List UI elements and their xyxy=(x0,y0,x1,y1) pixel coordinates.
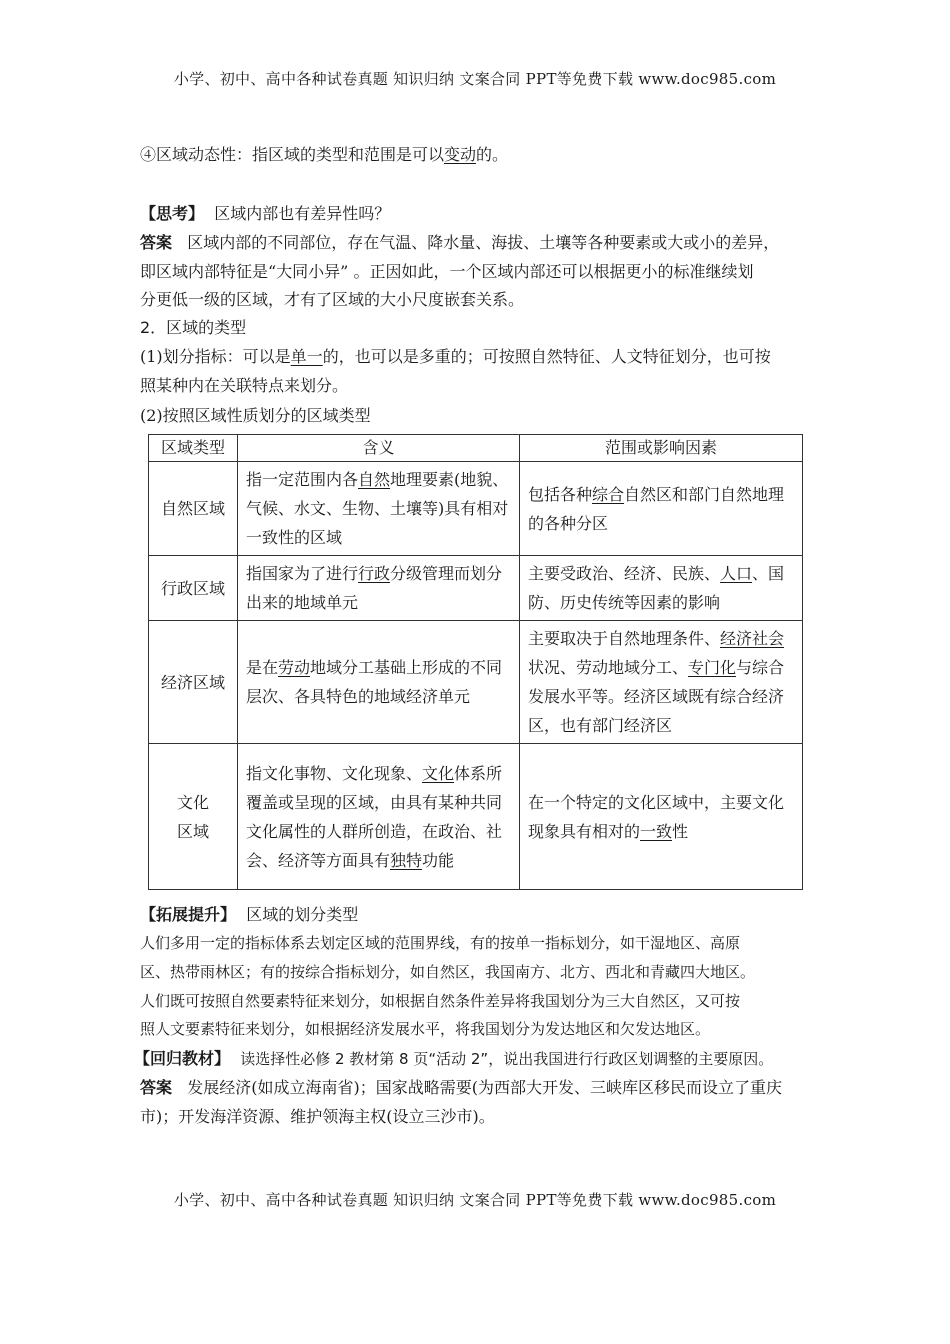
table-row xyxy=(149,556,803,621)
section-p1-line-2: 照某种内在关联特点来划分。 xyxy=(140,376,349,395)
row-type: 经济区域 xyxy=(149,621,238,744)
back-label: 【回归教材】 xyxy=(134,1049,231,1068)
extend-label: 【拓展提升】 xyxy=(140,905,237,924)
answer-text: 区域内部的不同部位，存在气温、降水量、海拔、土壤等各种要素或大或小的差异， xyxy=(187,233,780,252)
think-question xyxy=(140,199,820,228)
page-header: 小学、初中、高中各种试卷真题 知识归纳 文案合同 PPT等免费下载 www.doc985.com xyxy=(173,70,777,88)
table-row xyxy=(149,621,803,744)
meaning-text-end: 分级管理而划分出来的地域单元 xyxy=(246,564,503,612)
think-answer-line-2: 即区域内部特征是“大同小异” 。正因如此，一个区域内部还可以根据更小的标准继续划 xyxy=(140,262,754,281)
scope-text-mid: 状况、劳动地域分工、 xyxy=(528,658,689,677)
blank-answer: 文化 xyxy=(422,763,455,783)
page-footer: 小学、初中、高中各种试卷真题 知识归纳 文案合同 PPT等免费下载 www.doc985.com xyxy=(173,1191,777,1209)
back-answer-line-2: 市)；开发海洋资源、维护领海主权(设立三沙市)。 xyxy=(140,1107,495,1126)
back-text: 读选择性必修 2 教材第 8 页“活动 2”，说出我国进行行政区划调整的主要原因。 xyxy=(240,1050,774,1068)
answer-label: 答案 xyxy=(140,1078,173,1097)
section-p2: (2)按照区域性质划分的区域类型 xyxy=(140,406,371,425)
think-label: 【思考】 xyxy=(140,204,205,223)
row-type: 自然区域 xyxy=(149,462,238,556)
row-scope xyxy=(520,744,803,890)
answer-label: 答案 xyxy=(140,233,173,252)
meaning-text-mid: 体系所覆盖或呈现的区域，由具有某种共同文化属性的人群所创造，在政治、社会、经济等方面具有 xyxy=(246,763,503,870)
table-row xyxy=(149,462,803,556)
scope-text-end: 、国防、历史传统等因素的影响 xyxy=(528,564,785,612)
scope-text: 包括各种 xyxy=(528,484,593,504)
p1-text: (1)划分指标：可以是 xyxy=(140,347,291,366)
row-type xyxy=(149,744,238,890)
row-meaning xyxy=(238,556,520,621)
item-dynamic xyxy=(140,140,820,169)
section-p1-line-1 xyxy=(140,342,820,371)
blank-answer: 劳动 xyxy=(278,658,311,677)
scope-text: 在一个特定的文化区域中，主要文化现象具有相对的 xyxy=(528,792,785,841)
meaning-text-end: 地域分工基础上形成的不同层次、各具特色的地域经济单元 xyxy=(246,658,503,706)
blank-answer: 变动 xyxy=(444,145,477,164)
header-scope: 范围或影响因素 xyxy=(520,435,803,462)
extend-line-3: 人们既可按照自然要素特征来划分，如根据自然条件差异将我国划分为三大自然区，又可按 xyxy=(140,992,741,1010)
meaning-text: 是在 xyxy=(246,658,279,677)
blank-answer: 经济社会 xyxy=(720,629,785,648)
think-answer-line-1 xyxy=(140,228,820,257)
think-answer-line-3: 分更低一级的区域，才有了区域的大小尺度嵌套关系。 xyxy=(140,290,525,309)
table-header-row xyxy=(149,435,803,462)
row-scope xyxy=(520,621,803,744)
blank-answer: 自然 xyxy=(358,470,391,489)
extend-line-4: 照人文要素特征来划分，如根据经济发展水平，将我国划分为发达地区和欠发达地区。 xyxy=(140,1020,711,1038)
scope-text-end: 自然区和部门自然地理的各种分区 xyxy=(528,484,785,533)
extend-heading xyxy=(140,900,820,929)
row-type-line-2: 区域 xyxy=(176,821,209,841)
meaning-text: 指国家为了进行 xyxy=(246,564,359,583)
blank-answer: 人口 xyxy=(720,564,753,583)
meaning-text: 指文化事物、文化现象、 xyxy=(246,763,423,783)
row-scope xyxy=(520,462,803,556)
blank-answer: 一致 xyxy=(640,821,673,841)
scope-text: 主要取决于自然地理条件、 xyxy=(528,629,721,648)
header-meaning: 含义 xyxy=(238,435,520,462)
blank-answer: 行政 xyxy=(358,564,391,583)
header-type: 区域类型 xyxy=(149,435,238,462)
extend-title: 区域的划分类型 xyxy=(246,905,359,924)
scope-text-end: 与综合发展水平等。经济区域既有综合经济区，也有部门经济区 xyxy=(528,658,785,735)
meaning-text-end: 功能 xyxy=(422,850,455,870)
blank-answer: 单一 xyxy=(290,347,323,366)
item-dynamic-text: ④区域动态性：指区域的类型和范围是可以 xyxy=(140,145,445,164)
row-meaning xyxy=(238,744,520,890)
extend-line-2: 区、热带雨林区；有的按综合指标划分，如自然区，我国南方、北方、西北和青藏四大地区。 xyxy=(140,963,756,981)
answer-text: 发展经济(如成立海南省)；国家战略需要(为西部大开发、三峡库区移民而设立了重庆 xyxy=(187,1078,783,1097)
think-question-text: 区域内部也有差异性吗？ xyxy=(214,204,391,223)
row-type: 行政区域 xyxy=(149,556,238,621)
blank-answer: 专门化 xyxy=(688,658,737,677)
p1-text-end: 的，也可以是多重的；可按照自然特征、人文特征划分，也可按 xyxy=(322,347,771,366)
item-dynamic-end: 的。 xyxy=(476,145,509,164)
section-heading: 2．区域的类型 xyxy=(140,318,247,337)
meaning-text-end: 地理要素(地貌、气候、水文、生物、土壤等)具有相对一致性的区域 xyxy=(246,470,509,547)
scope-text-end: 性 xyxy=(672,821,689,841)
row-meaning xyxy=(238,621,520,744)
back-question xyxy=(134,1044,814,1074)
region-types-table xyxy=(148,434,803,890)
blank-answer: 独特 xyxy=(390,850,423,870)
row-type-line-1: 文化 xyxy=(176,792,209,812)
table-row xyxy=(149,744,803,890)
back-answer-line-1 xyxy=(140,1073,820,1102)
blank-answer: 综合 xyxy=(592,484,625,504)
scope-text: 主要受政治、经济、民族、 xyxy=(528,564,721,583)
meaning-text: 指一定范围内各 xyxy=(246,470,359,489)
extend-line-1: 人们多用一定的指标体系去划定区域的范围界线，有的按单一指标划分，如干湿地区、高原 xyxy=(140,934,741,952)
row-meaning xyxy=(238,462,520,556)
row-scope xyxy=(520,556,803,621)
